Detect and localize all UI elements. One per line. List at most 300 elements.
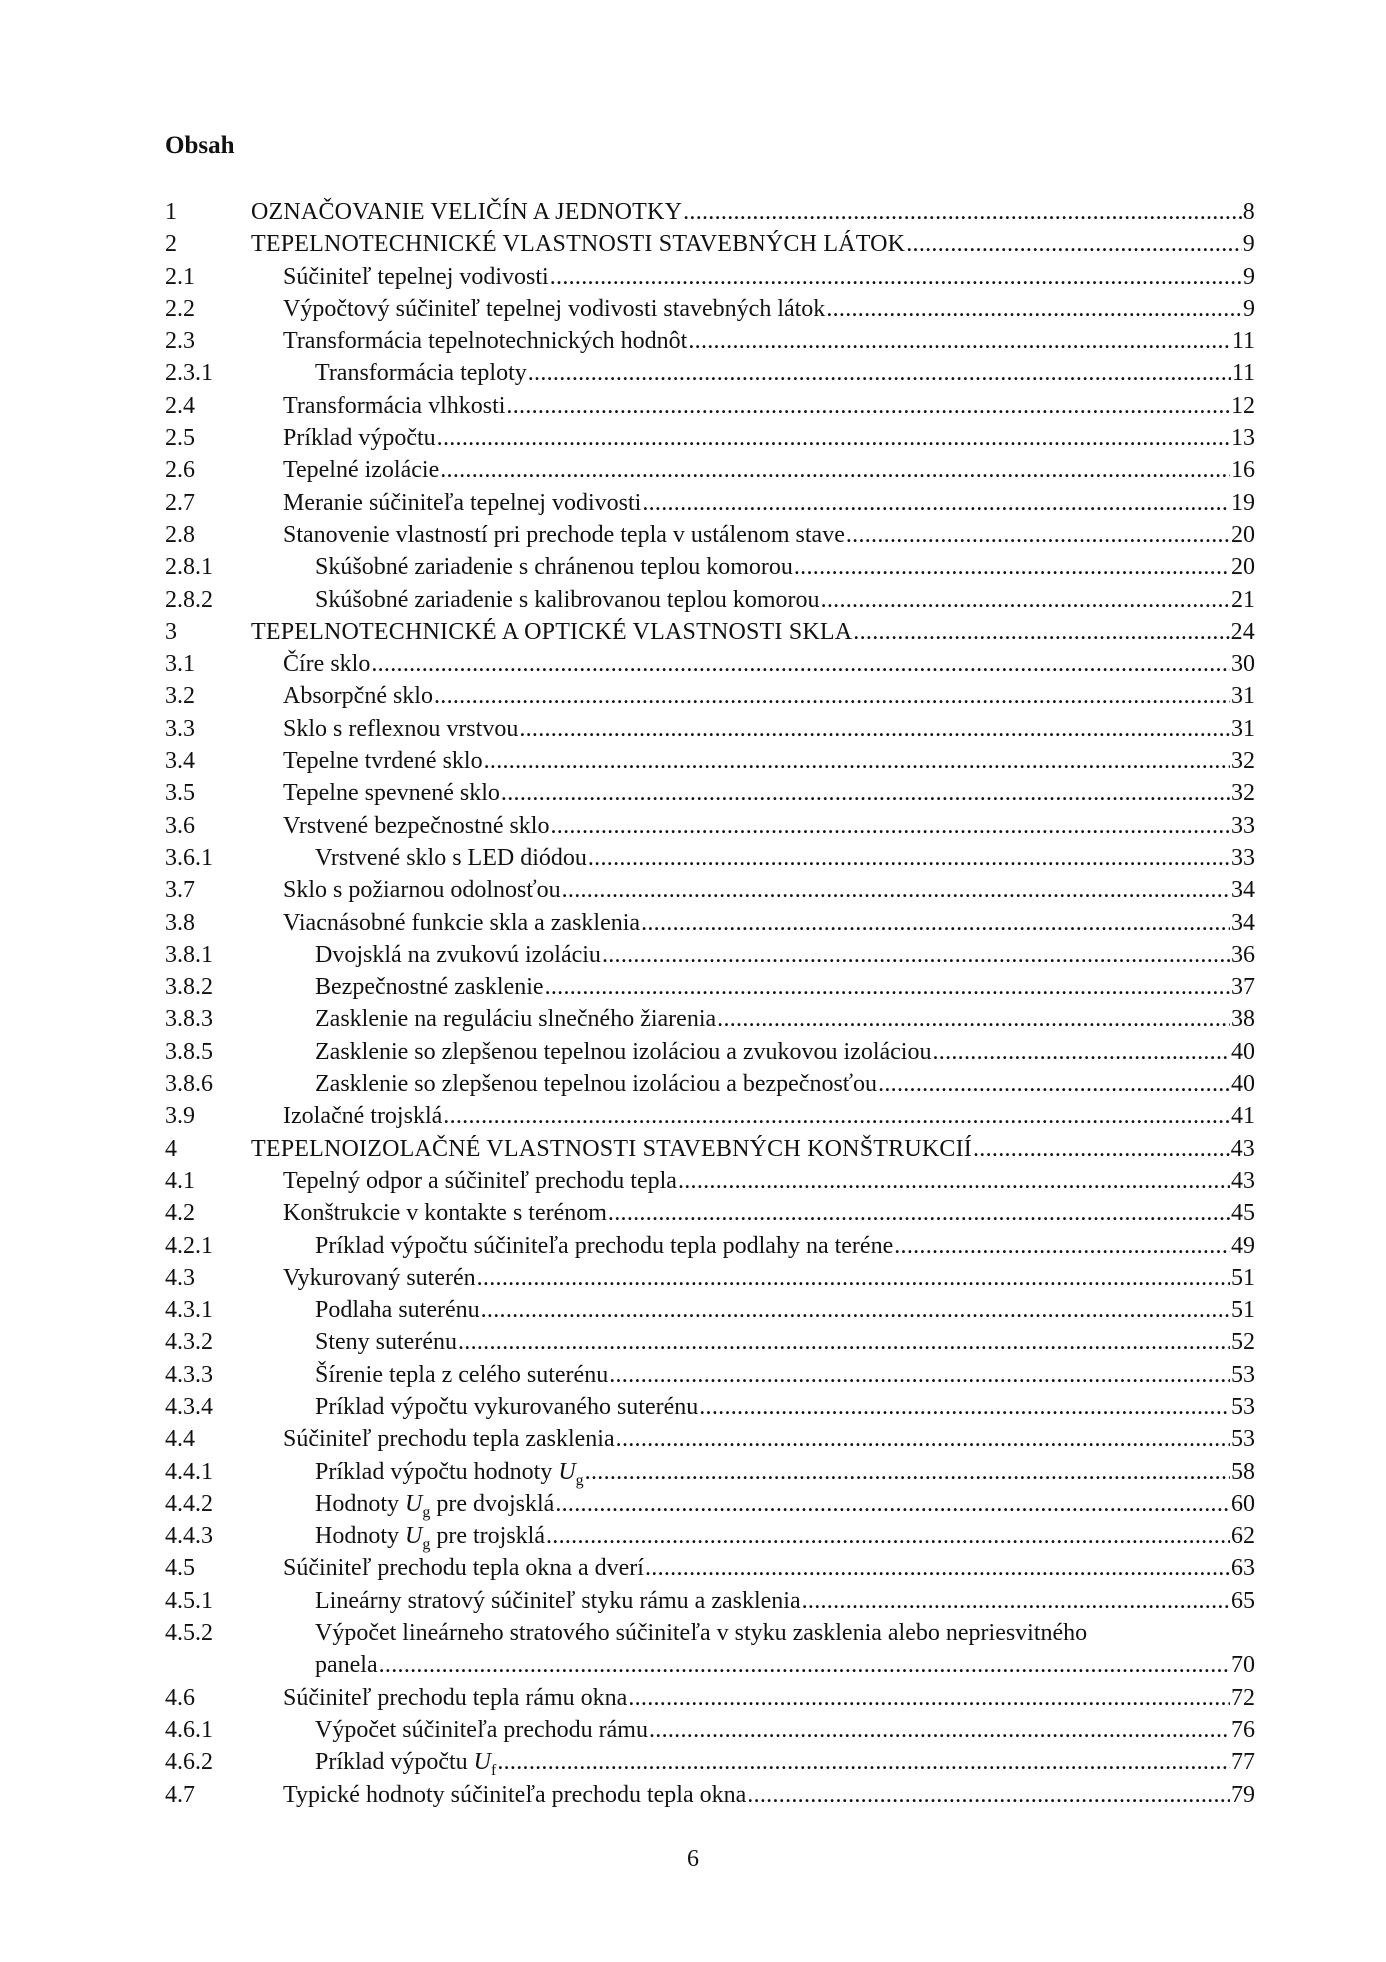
- toc-entry-number: 4.3.4: [165, 1393, 213, 1420]
- toc-entry-number: 3.1: [165, 651, 195, 678]
- dot-leader: [649, 1714, 1230, 1746]
- dot-leader: [826, 293, 1242, 325]
- dot-leader: [519, 713, 1230, 745]
- toc-entry-line: [283, 487, 1255, 519]
- dot-leader: [497, 1746, 1230, 1778]
- page-number: 6: [687, 1846, 699, 1872]
- toc-entry-title: Podlaha suterénu: [315, 1297, 480, 1324]
- toc-entry-number: 3.7: [165, 877, 195, 904]
- toc-entry[interactable]: [165, 1359, 1255, 1391]
- toc-entry-page: 49: [1231, 1232, 1255, 1259]
- toc-entry[interactable]: [165, 584, 1255, 616]
- dot-leader: [609, 1359, 1230, 1391]
- dot-leader: [434, 680, 1230, 712]
- dot-leader: [528, 357, 1231, 389]
- toc-entry-title-text: Hodnoty: [315, 1523, 405, 1550]
- toc-entry-title: Tepelne spevnené sklo: [283, 780, 500, 807]
- dot-leader: [458, 1326, 1230, 1358]
- toc-entry-line: [283, 325, 1255, 357]
- toc-entry-title: Vykurovaný suterén: [283, 1264, 476, 1291]
- toc-entry-number: 3.8.1: [165, 941, 213, 968]
- table-of-contents: [165, 196, 1255, 1811]
- dot-leader: [878, 1068, 1230, 1100]
- toc-entry-page: 34: [1231, 909, 1255, 936]
- toc-entry-line: [283, 1165, 1255, 1197]
- toc-entry-number: 3.6: [165, 812, 195, 839]
- toc-entry-line: [315, 1359, 1255, 1391]
- toc-entry-title: Stanovenie vlastností pri prechode tepla v ustálenom stave: [283, 521, 845, 548]
- toc-entry-title: Príklad výpočtu: [283, 425, 436, 452]
- toc-entry[interactable]: [165, 1682, 1255, 1714]
- toc-entry-page: 58: [1231, 1458, 1255, 1485]
- dot-leader: [973, 1133, 1230, 1165]
- toc-entry-title: Lineárny stratový súčiniteľ styku rámu a zasklenia: [315, 1587, 801, 1614]
- toc-entry-number: 4.3.3: [165, 1361, 213, 1388]
- toc-entry[interactable]: [165, 293, 1255, 325]
- toc-entry[interactable]: [165, 1294, 1255, 1326]
- dot-leader: [585, 1456, 1230, 1488]
- toc-entry-number: 3.3: [165, 715, 195, 742]
- toc-entry-line: [315, 1230, 1255, 1262]
- toc-entry-line: [315, 1391, 1255, 1423]
- dot-leader: [602, 939, 1230, 971]
- dot-leader: [616, 1423, 1230, 1455]
- toc-entry-line: [283, 1682, 1255, 1714]
- toc-entry[interactable]: [165, 713, 1255, 745]
- toc-entry-title-suffix: pre trojsklá: [430, 1523, 545, 1550]
- toc-entry-number: 2.8: [165, 521, 195, 548]
- toc-entry[interactable]: [165, 422, 1255, 454]
- toc-entry-title: Súčiniteľ prechodu tepla rámu okna: [283, 1684, 628, 1711]
- toc-entry-line: [315, 584, 1255, 616]
- toc-entry-title: Príklad výpočtu súčiniteľa prechodu tepla podlahy na teréne: [315, 1232, 894, 1259]
- toc-entry-continuation: [315, 1649, 1255, 1681]
- toc-entry-page: 70: [1231, 1652, 1255, 1679]
- toc-entry-title: Absorpčné sklo: [283, 683, 433, 710]
- toc-entry-number: 2.3.1: [165, 360, 213, 387]
- toc-entry-page: 31: [1231, 715, 1255, 742]
- toc-entry-page: 51: [1231, 1297, 1255, 1324]
- toc-entry-page: 62: [1231, 1523, 1255, 1550]
- toc-entry-number: 3.8: [165, 909, 195, 936]
- dot-leader: [550, 261, 1242, 293]
- dot-leader: [894, 1230, 1230, 1262]
- toc-entry-number: 4.2.1: [165, 1232, 213, 1259]
- toc-entry-line: [315, 1585, 1255, 1617]
- toc-entry[interactable]: [165, 1714, 1255, 1746]
- dot-leader: [794, 551, 1230, 583]
- toc-entry-title: OZNAČOVANIE VELIČÍN A JEDNOTKY: [251, 199, 683, 225]
- toc-entry[interactable]: [165, 487, 1255, 519]
- toc-entry-page: 63: [1231, 1555, 1255, 1582]
- dot-leader: [628, 1682, 1230, 1714]
- toc-entry[interactable]: [165, 519, 1255, 551]
- toc-entry-title: Príklad výpočtu vykurovaného suterénu: [315, 1393, 699, 1420]
- toc-entry[interactable]: [165, 551, 1255, 583]
- toc-entry-line: [251, 1133, 1255, 1165]
- dot-leader: [608, 1197, 1230, 1229]
- toc-entry-line: [315, 1326, 1255, 1358]
- dot-leader: [642, 487, 1230, 519]
- toc-entry-title: TEPELNOTECHNICKÉ A OPTICKÉ VLASTNOSTI SKLA: [251, 618, 853, 645]
- toc-entry[interactable]: [165, 1230, 1255, 1262]
- toc-entry-number: 3: [165, 618, 177, 645]
- toc-entry[interactable]: [165, 971, 1255, 1003]
- toc-entry-page: 79: [1231, 1781, 1255, 1808]
- toc-entry-page: 43: [1230, 1135, 1255, 1162]
- toc-entry[interactable]: [165, 1133, 1255, 1165]
- toc-entry-page: 33: [1231, 844, 1255, 871]
- toc-entry-title: TEPELNOTECHNICKÉ VLASTNOSTI STAVEBNÝCH LÁTOK: [251, 231, 906, 258]
- toc-entry-page: 34: [1231, 877, 1255, 904]
- symbol-subscript: g: [422, 1503, 431, 1521]
- toc-entry[interactable]: [165, 1617, 1255, 1682]
- toc-entry-page: 8: [1242, 199, 1255, 225]
- toc-entry-number: 2.6: [165, 457, 195, 484]
- toc-entry-title: Steny suterénu: [315, 1329, 457, 1356]
- toc-entry-line: [315, 1003, 1255, 1035]
- toc-entry-page: 16: [1231, 457, 1255, 484]
- symbol: U: [405, 1490, 423, 1517]
- dot-leader: [821, 584, 1230, 616]
- toc-entry-number: 2.2: [165, 295, 195, 322]
- toc-entry-title: Konštrukcie v kontakte s terénom: [283, 1200, 607, 1227]
- toc-entry-number: 2.8.1: [165, 554, 213, 581]
- toc-entry-number: 4.4: [165, 1426, 195, 1453]
- toc-entry-page: 12: [1231, 392, 1255, 419]
- toc-entry[interactable]: [165, 454, 1255, 486]
- toc-entry[interactable]: [165, 325, 1255, 357]
- toc-entry-title: Skúšobné zariadenie s chránenou teplou komorou: [315, 554, 793, 581]
- toc-entry-number: 4: [165, 1135, 177, 1162]
- toc-entry-number: 2.4: [165, 392, 195, 419]
- toc-entry-title: Izolačné trojsklá: [283, 1103, 443, 1130]
- toc-entry-page: 32: [1231, 780, 1255, 807]
- dot-leader: [588, 842, 1230, 874]
- toc-entry-page: 9: [1243, 263, 1255, 290]
- toc-entry-title: Transformácia teploty: [315, 360, 527, 387]
- dot-leader: [699, 1391, 1230, 1423]
- toc-entry-number: 4.3: [165, 1264, 195, 1291]
- toc-entry-page: 53: [1231, 1361, 1255, 1388]
- toc-entry-line: [283, 293, 1255, 325]
- dot-leader: [506, 390, 1230, 422]
- toc-entry-page: 11: [1231, 360, 1255, 387]
- toc-entry-title: Bezpečnostné zasklenie: [315, 974, 544, 1001]
- toc-entry-line: [315, 357, 1255, 389]
- toc-entry-number: 2.1: [165, 263, 195, 290]
- toc-entry-line: [315, 939, 1255, 971]
- toc-entry-page: 38: [1231, 1006, 1255, 1033]
- toc-entry-number: 4.2: [165, 1200, 195, 1227]
- toc-entry-title: Viacnásobné funkcie skla a zasklenia: [283, 909, 641, 936]
- toc-entry-page: 51: [1231, 1264, 1255, 1291]
- toc-entry-title: Zasklenie so zlepšenou tepelnou izoláciou a zvukovou izoláciou: [315, 1038, 932, 1065]
- toc-entry[interactable]: [165, 1262, 1255, 1294]
- toc-entry-line: [283, 745, 1255, 777]
- toc-entry-line: [251, 616, 1255, 648]
- toc-entry[interactable]: [165, 907, 1255, 939]
- toc-entry-title: panela: [315, 1652, 378, 1679]
- toc-entry[interactable]: [165, 228, 1255, 260]
- toc-entry-title: Číre sklo: [283, 651, 371, 678]
- toc-entry-line: [315, 842, 1255, 874]
- toc-entry[interactable]: [165, 648, 1255, 680]
- toc-entry-line: [315, 551, 1255, 583]
- toc-entry-page: 33: [1231, 812, 1255, 839]
- toc-entry[interactable]: [165, 1100, 1255, 1132]
- toc-entry-page: 19: [1231, 489, 1255, 516]
- toc-entry-line: [283, 874, 1255, 906]
- toc-entry-number: 2: [165, 231, 177, 258]
- symbol: U: [473, 1749, 491, 1776]
- toc-entry-page: 9: [1243, 295, 1255, 322]
- dot-leader: [932, 1036, 1230, 1068]
- dot-leader: [717, 1003, 1230, 1035]
- toc-entry-line: [283, 713, 1255, 745]
- toc-entry-title: Vrstvené sklo s LED diódou: [315, 844, 587, 871]
- toc-entry[interactable]: [165, 1552, 1255, 1584]
- toc-entry-number: 4.6.1: [165, 1716, 213, 1743]
- toc-entry-number: 4.5: [165, 1555, 195, 1582]
- toc-entry-page: 76: [1231, 1716, 1255, 1743]
- toc-entry[interactable]: [165, 874, 1255, 906]
- dot-leader: [645, 1552, 1230, 1584]
- toc-entry-line: [315, 1036, 1255, 1068]
- toc-entry-title: TEPELNOIZOLAČNÉ VLASTNOSTI STAVEBNÝCH KONŠTRUKCIÍ: [251, 1135, 972, 1162]
- toc-entry-page: 41: [1231, 1103, 1255, 1130]
- toc-entry-line: [283, 680, 1255, 712]
- toc-entry-title: Dvojsklá na zvukovú izoláciu: [315, 941, 601, 968]
- toc-entry-line: [283, 454, 1255, 486]
- toc-entry[interactable]: [165, 390, 1255, 422]
- toc-entry[interactable]: [165, 1391, 1255, 1423]
- toc-entry-line: [283, 648, 1255, 680]
- dot-leader: [802, 1585, 1230, 1617]
- toc-entry-page: 40: [1231, 1071, 1255, 1098]
- symbol: U: [558, 1458, 576, 1485]
- toc-entry-title: Súčiniteľ tepelnej vodivosti: [283, 263, 549, 290]
- toc-entry[interactable]: [165, 1488, 1255, 1520]
- toc-entry-title: Vrstvené bezpečnostné sklo: [283, 812, 550, 839]
- toc-entry[interactable]: [165, 777, 1255, 809]
- toc-entry-number: 2.8.2: [165, 586, 213, 613]
- toc-entry-number: 4.5.1: [165, 1587, 213, 1614]
- toc-entry[interactable]: [165, 261, 1255, 293]
- toc-entry-number: 4.6.2: [165, 1749, 213, 1776]
- dot-leader: [747, 1779, 1230, 1811]
- toc-entry-page: 32: [1231, 748, 1255, 775]
- dot-leader: [437, 422, 1230, 454]
- toc-entry-page: 13: [1231, 425, 1255, 452]
- toc-entry[interactable]: [165, 1036, 1255, 1068]
- dot-leader: [440, 454, 1230, 486]
- toc-entry-title: Šírenie tepla z celého suterénu: [315, 1361, 609, 1388]
- dot-leader: [550, 810, 1230, 842]
- toc-entry[interactable]: [165, 1326, 1255, 1358]
- dot-leader: [641, 907, 1230, 939]
- toc-entry-title: Transformácia vlhkosti: [283, 392, 506, 419]
- toc-entry-page: 65: [1231, 1587, 1255, 1614]
- toc-entry-page: 31: [1231, 683, 1255, 710]
- dot-leader: [484, 745, 1230, 777]
- toc-entry-line: [283, 777, 1255, 809]
- toc-entry-page: 36: [1231, 941, 1255, 968]
- toc-entry-number: 4.4.2: [165, 1490, 213, 1517]
- toc-entry-number: 2.7: [165, 489, 195, 516]
- dot-leader: [562, 874, 1230, 906]
- toc-entry-line: [283, 1100, 1255, 1132]
- dot-leader: [477, 1262, 1230, 1294]
- toc-entry-line: [283, 1423, 1255, 1455]
- toc-entry-line: [251, 196, 1255, 228]
- toc-entry-page: 53: [1231, 1393, 1255, 1420]
- toc-entry-number: 4.6: [165, 1684, 195, 1711]
- toc-entry-number: 3.8.5: [165, 1038, 213, 1065]
- toc-entry-line: [315, 971, 1255, 1003]
- dot-leader: [501, 777, 1230, 809]
- toc-entry-number: 2.3: [165, 328, 195, 355]
- toc-entry-number: 3.5: [165, 780, 195, 807]
- toc-entry-line: [315, 1294, 1255, 1326]
- toc-entry-title-suffix: pre dvojsklá: [430, 1490, 555, 1517]
- toc-entry[interactable]: [165, 616, 1255, 648]
- symbol: U: [405, 1523, 423, 1550]
- toc-entry[interactable]: [165, 1456, 1255, 1488]
- toc-entry-number: 3.4: [165, 748, 195, 775]
- toc-entry-number: 3.9: [165, 1103, 195, 1130]
- dot-leader: [906, 228, 1242, 260]
- toc-entry-title: Transformácia tepelnotechnických hodnôt: [283, 328, 688, 355]
- dot-leader: [379, 1649, 1230, 1681]
- toc-entry-title: Tepelne tvrdené sklo: [283, 748, 483, 775]
- toc-entry-title-text: Príklad výpočtu hodnoty: [315, 1458, 559, 1485]
- toc-entry-page: 30: [1231, 651, 1255, 678]
- toc-entry-page: 40: [1231, 1038, 1255, 1065]
- dot-leader: [371, 648, 1230, 680]
- symbol-subscript: g: [575, 1471, 584, 1489]
- toc-entry-page: 9: [1242, 231, 1255, 258]
- toc-heading: Obsah: [165, 132, 235, 159]
- toc-entry-title: Výpočtový súčiniteľ tepelnej vodivosti stavebných látok: [283, 295, 826, 322]
- toc-entry-number: 3.8.3: [165, 1006, 213, 1033]
- dot-leader: [683, 196, 1242, 228]
- toc-entry-page: 24: [1230, 618, 1255, 645]
- toc-entry-title: Tepelný odpor a súčiniteľ prechodu tepla: [283, 1167, 677, 1194]
- toc-entry-line: [283, 261, 1255, 293]
- toc-entry-page: 60: [1231, 1490, 1255, 1517]
- toc-entry-page: 72: [1231, 1684, 1255, 1711]
- toc-entry[interactable]: [165, 1520, 1255, 1552]
- dot-leader: [443, 1100, 1230, 1132]
- toc-entry[interactable]: [165, 810, 1255, 842]
- toc-entry-title: Typické hodnoty súčiniteľa prechodu tepla okna: [283, 1781, 747, 1808]
- toc-entry-number: 4.3.2: [165, 1329, 213, 1356]
- toc-entry-page: 11: [1231, 328, 1255, 355]
- toc-entry-number: 3.8.2: [165, 974, 213, 1001]
- toc-entry-title-text: Hodnoty: [315, 1490, 405, 1517]
- toc-entry-number: 4.5.2: [165, 1620, 213, 1647]
- toc-entry-title: Výpočet súčiniteľa prechodu rámu: [315, 1716, 648, 1743]
- toc-entry[interactable]: [165, 1779, 1255, 1811]
- toc-entry[interactable]: [165, 196, 1255, 228]
- toc-entry-line: [283, 810, 1255, 842]
- toc-entry-title: Sklo s požiarnou odolnosťou: [283, 877, 561, 904]
- toc-entry-number: 4.3.1: [165, 1297, 213, 1324]
- toc-entry-line: [283, 519, 1255, 551]
- toc-entry-number: 3.8.6: [165, 1071, 213, 1098]
- toc-entry-page: 37: [1231, 974, 1255, 1001]
- toc-entry[interactable]: [165, 842, 1255, 874]
- toc-entry-page: 52: [1231, 1329, 1255, 1356]
- toc-entry-title: Skúšobné zariadenie s kalibrovanou teplou komorou: [315, 586, 820, 613]
- toc-entry-line: [315, 1068, 1255, 1100]
- toc-entry-page: 20: [1231, 554, 1255, 581]
- dot-leader: [546, 1520, 1230, 1552]
- symbol-subscript: g: [422, 1535, 431, 1553]
- toc-entry-title: Sklo s reflexnou vrstvou: [283, 715, 519, 742]
- toc-entry-page: 53: [1231, 1426, 1255, 1453]
- dot-leader: [545, 971, 1230, 1003]
- toc-entry-page: 77: [1231, 1749, 1255, 1776]
- toc-entry[interactable]: [165, 1003, 1255, 1035]
- toc-entry-title-text: Príklad výpočtu: [315, 1749, 474, 1776]
- toc-entry[interactable]: [165, 357, 1255, 389]
- dot-leader: [481, 1294, 1230, 1326]
- toc-entry-number: 4.4.3: [165, 1523, 213, 1550]
- toc-entry-line: [283, 1262, 1255, 1294]
- toc-entry-line: [283, 1779, 1255, 1811]
- toc-entry[interactable]: [165, 1165, 1255, 1197]
- toc-entry[interactable]: [165, 1746, 1255, 1778]
- toc-entry-line: [283, 1197, 1255, 1229]
- toc-entry-title: Výpočet lineárneho stratového súčiniteľa v styku zasklenia alebo nepriesvitného: [315, 1620, 1088, 1647]
- toc-entry-line: [283, 907, 1255, 939]
- toc-entry-title: Meranie súčiniteľa tepelnej vodivosti: [283, 489, 642, 516]
- toc-entry-title: Súčiniteľ prechodu tepla zasklenia: [283, 1426, 615, 1453]
- toc-entry-number: 4.1: [165, 1167, 195, 1194]
- toc-entry-line: [315, 1617, 1255, 1682]
- toc-entry-number: 2.5: [165, 425, 195, 452]
- toc-entry[interactable]: [165, 939, 1255, 971]
- toc-entry[interactable]: [165, 745, 1255, 777]
- toc-entry[interactable]: [165, 1423, 1255, 1455]
- toc-entry-page: 45: [1231, 1200, 1255, 1227]
- toc-entry-title: Tepelné izolácie: [283, 457, 440, 484]
- dot-leader: [678, 1165, 1230, 1197]
- dot-leader: [846, 519, 1230, 551]
- toc-entry-number: 1: [165, 199, 177, 225]
- dot-leader: [853, 616, 1229, 648]
- toc-entry-page: 43: [1231, 1167, 1255, 1194]
- toc-entry-number: 3.6.1: [165, 844, 213, 871]
- toc-entry-line: [251, 228, 1255, 260]
- toc-entry[interactable]: [165, 1197, 1255, 1229]
- toc-entry-line: [315, 1714, 1255, 1746]
- dot-leader: [555, 1488, 1230, 1520]
- toc-entry-title: Súčiniteľ prechodu tepla okna a dverí: [283, 1555, 644, 1582]
- toc-entry[interactable]: [165, 680, 1255, 712]
- toc-entry-line: [283, 1552, 1255, 1584]
- toc-entry[interactable]: [165, 1585, 1255, 1617]
- toc-entry[interactable]: [165, 1068, 1255, 1100]
- toc-entry-number: 3.2: [165, 683, 195, 710]
- toc-entry-page: 21: [1231, 586, 1255, 613]
- toc-entry-line: [283, 422, 1255, 454]
- toc-entry-line: [283, 390, 1255, 422]
- toc-entry-number: 4.4.1: [165, 1458, 213, 1485]
- toc-entry-title: Zasklenie so zlepšenou tepelnou izoláciou a bezpečnosťou: [315, 1071, 878, 1098]
